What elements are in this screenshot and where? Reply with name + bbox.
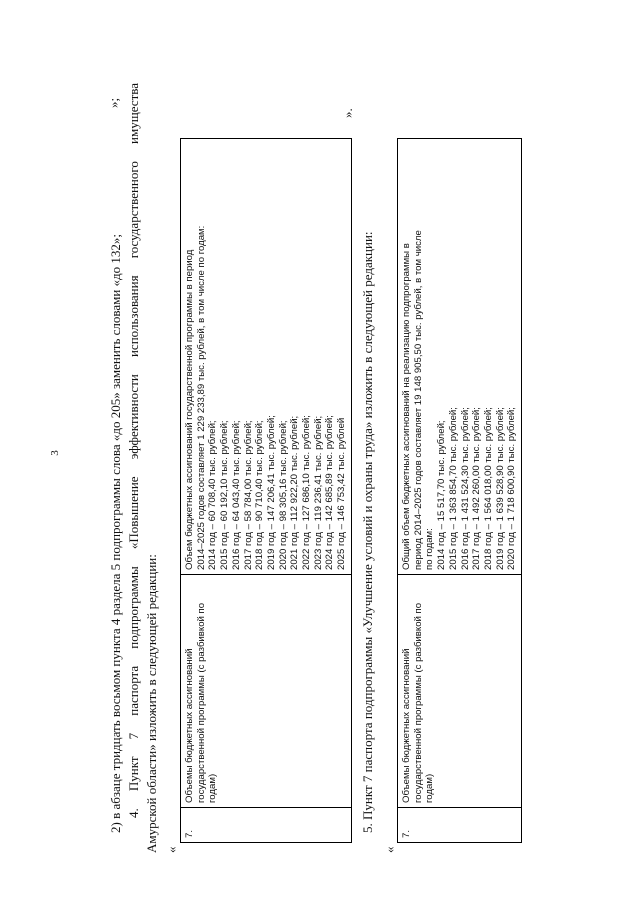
table-row [398, 139, 522, 843]
closing-quote-mark: ». [340, 108, 355, 118]
opening-quote-mark: « [164, 846, 179, 853]
funding-line: 2015 год – 1 363 854,70 тыс. рублей; [447, 407, 459, 570]
funding-details [181, 139, 352, 575]
table-row [181, 139, 352, 843]
funding-line: 2021 год – 112 922,20 тыс. рублей; [289, 415, 301, 570]
table-subprogram-labor [397, 138, 522, 843]
closing-quote-mark: »; [106, 97, 121, 108]
paragraph-4-line-1: 4. Пункт 7 паспорта подпрограммы «Повышение эффективности использования государственного имущества [126, 83, 141, 818]
funding-line: по годам: [424, 528, 436, 570]
funding-line: 2023 год – 119 236,41 тыс. рублей; [312, 415, 324, 570]
funding-line: 2014 год – 60 708,40 тыс. рублей; [207, 420, 219, 570]
page-number: 3 [48, 450, 61, 456]
funding-details [398, 139, 522, 575]
funding-line: 2020 год – 98 305,16 тыс. рублей; [277, 420, 289, 570]
funding-line: 2025 год – 146 753,42 тыс. рублей [336, 417, 348, 570]
funding-line: 2022 год – 127 686,10 тыс. рублей; [301, 415, 313, 570]
funding-line: 2020 год – 1 718 600,90 тыс. рублей; [506, 407, 518, 570]
funding-line: период 2014–2025 годов составляет 19 148 905,50 тыс. рублей, в том числе [412, 230, 424, 570]
funding-line: 2019 год – 1 639 528,90 тыс. рублей; [494, 407, 506, 570]
item-number: 7. [398, 808, 522, 843]
funding-line: 2016 год – 1 431 524,30 тыс. рублей; [459, 407, 471, 570]
funding-line: Объем бюджетных ассигнований государственной программы в период [184, 249, 195, 570]
funding-line: 2018 год – 90 710,40 тыс. рублей; [254, 420, 266, 570]
funding-line: 2014–2025 годов составляет 1 229 233,89 тыс. рублей, в том числе по годам: [195, 225, 207, 570]
funding-line: 2016 год – 64 043,40 тыс. рублей; [230, 420, 242, 570]
funding-line: 2019 год – 147 206,41 тыс. рублей; [265, 415, 277, 570]
funding-line: Общий объем бюджетных ассигнований на реализацию подпрограммы в [401, 243, 412, 570]
paragraph-2-text: 2) в абзаце тридцать восьмом пункта 4 раздела 5 подпрограммы слова «до 205» заменить словами «до 132»; [108, 233, 123, 833]
item-name: Объемы бюджетных ассигнований государственной программы (с разбивкой по годам) [181, 575, 352, 808]
funding-line: 2018 год – 1 564 018,00 тыс. рублей; [482, 407, 494, 570]
funding-line: 2014 год – 15 517,70 тыс. рублей; [436, 420, 448, 570]
funding-line: 2015 год – 60 192,10 тыс. рублей; [219, 420, 231, 570]
paragraph-5-text: 5. Пункт 7 паспорта подпрограммы «Улучшение условий и охраны труда» изложить в следующей редакции: [360, 231, 375, 833]
rotated-page-content [90, 68, 518, 853]
table-subprogram-property [180, 138, 352, 843]
opening-quote-mark: « [382, 846, 397, 853]
funding-line: 2017 год – 58 784,00 тыс. рублей; [242, 420, 254, 570]
item-name: Объемы бюджетных ассигнований государственной программы (с разбивкой по годам) [398, 575, 522, 808]
item-number: 7. [181, 808, 352, 843]
paragraph-4-line-2: Амурской области» изложить в следующей редакции: [144, 554, 159, 853]
funding-line: 2017 год – 1 492 260,00 тыс. рублей; [471, 407, 483, 570]
funding-line: 2024 год – 142 685,89 тыс. рублей; [324, 415, 336, 570]
